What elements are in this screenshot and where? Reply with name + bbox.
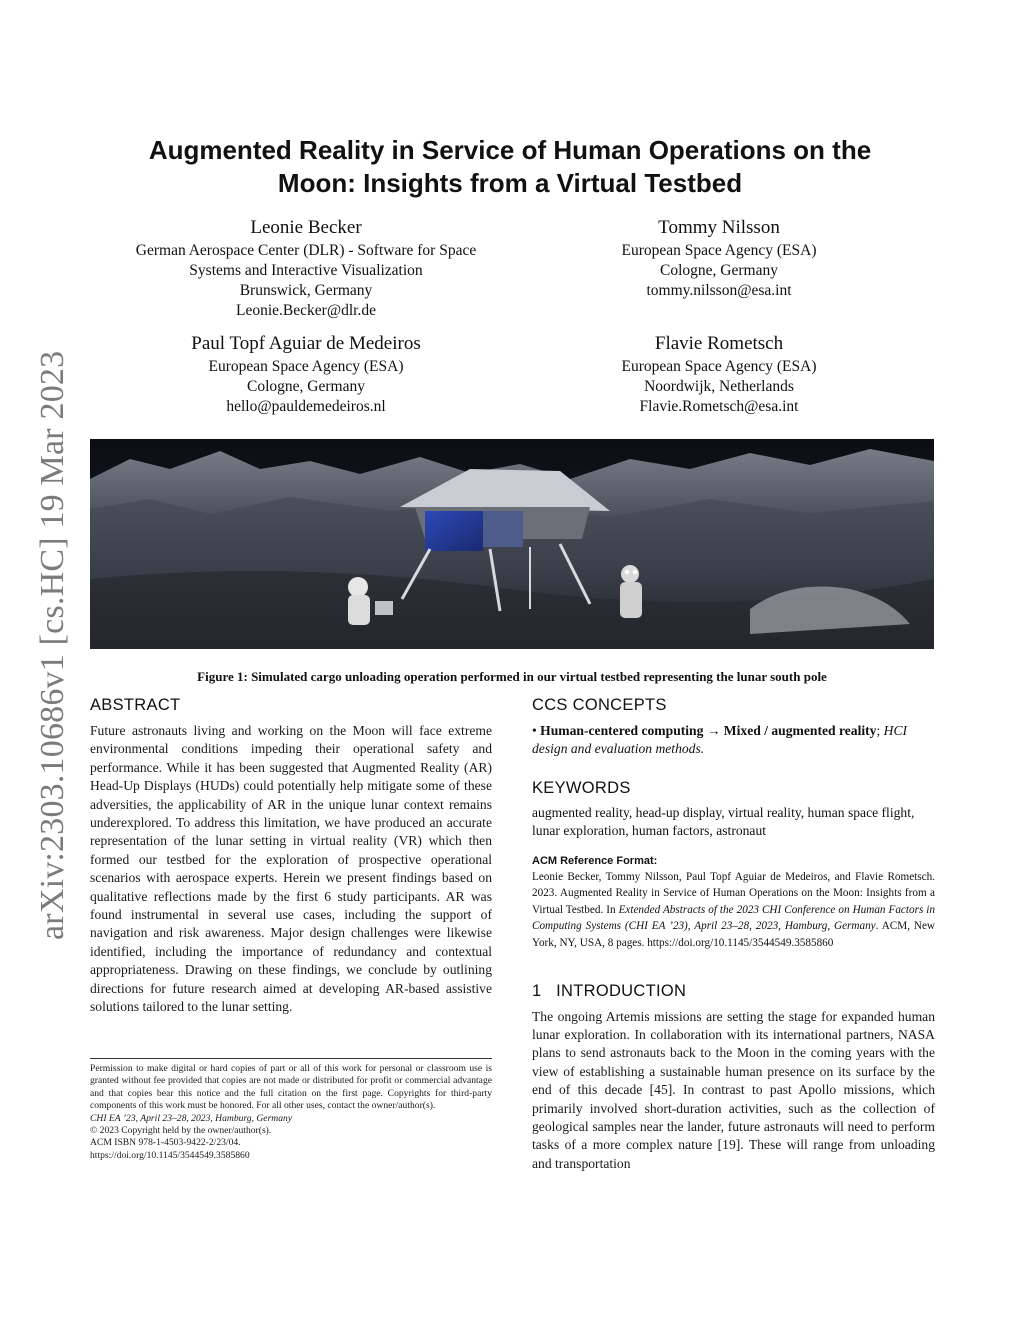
author-block-3	[150, 331, 462, 417]
right-column	[532, 696, 935, 1173]
title-line-2: Moon: Insights from a Virtual Testbed	[277, 168, 743, 198]
title-line-1: Augmented Reality in Service of Human Operations on the	[148, 135, 872, 165]
author-name: Flavie Rometsch	[654, 333, 784, 354]
ccs-heading: CCS CONCEPTS	[532, 696, 667, 714]
author-name: Leonie Becker	[250, 217, 362, 238]
author-email[interactable]: hello@pauldemedeiros.nl	[226, 398, 386, 415]
section-title: INTRODUCTION	[556, 981, 687, 1000]
author-block-4	[560, 331, 878, 417]
author-affiliation: Systems and Interactive Visualization	[189, 262, 423, 279]
figure-caption: Figure 1: Simulated cargo unloading operation performed in our virtual testbed representing the lunar south pole	[197, 669, 827, 684]
footnote-divider	[90, 1058, 492, 1059]
introduction-heading	[532, 982, 935, 1001]
ccs-bullet: •	[532, 723, 541, 738]
ccs-concept-secondary: HCI design and evaluation methods.	[532, 723, 908, 757]
keywords-text: augmented reality, head-up display, virtual reality, human space flight, lunar exploration, human factors, astronaut	[532, 804, 915, 839]
author-email[interactable]: tommy.nilsson@esa.int	[646, 282, 792, 299]
author-location: Cologne, Germany	[660, 262, 778, 279]
ccs-concepts	[532, 722, 935, 759]
doi-link[interactable]: https://doi.org/10.1145/3544549.3585860	[90, 1149, 250, 1161]
author-location: Noordwijk, Netherlands	[644, 378, 794, 395]
introduction-text: The ongoing Artemis missions are setting the stage for expanded human lunar exploration. In collaboration with its international partners, NASA plans to send astronauts back to the Moon in the coming years with the view of establishing a sustainable human presence on its surface by the end of this decade [45]. In contrast to past Apollo missions, which primarily involved short-duration activities, such as the collection of geological samples near the lander, future astronauts will need to perform tasks of a more complex nature [19]. These will range from unloading and transportation	[532, 1008, 935, 1171]
author-email[interactable]: Flavie.Rometsch@esa.int	[639, 398, 799, 415]
acm-reference-venue: Extended Abstracts of the 2023 CHI Conference on Human Factors in Computing Systems (CHI EA ’23), April 23–28, 2023, Hamburg, Germany	[532, 903, 936, 933]
author-name: Tommy Nilsson	[658, 217, 780, 238]
section-number: 1	[532, 981, 542, 1000]
author-affiliation: European Space Agency (ESA)	[621, 358, 817, 375]
permission-notice: Permission to make digital or hard copies of part or all of this work for personal or classroom use is granted without fee provided that copies are not made or distributed for profit or commercial advantage and that copies bear this notice and the full citation on the first page. Copyrights for third-party components of this work must be honored. For all other uses, contact the owner/author(s).	[90, 1063, 492, 1112]
isbn: ACM ISBN 978-1-4503-9422-2/23/04.	[90, 1137, 241, 1149]
abstract-text: Future astronauts living and working on the Moon will face extreme environmental conditions impeding their operational safety and performance. While it has been suggested that Augmented Reality (AR) Head-Up Displays (HUDs) could potentially help mitigate some of these adversities, the applicability of AR in the unique lunar context remains underexplored. To address this limitation, we have produced an accurate representation of the lunar setting in virtual reality (VR) which then formed our testbed for the exploration of prospective operational scenarios with aerospace experts. Herein we present findings based on qualitative reflections made by the first 6 study participants. AR was found instrumental in several use cases, including the support of navigation and risk awareness. Major design challenges were likewise identified, including the importance of redundancy and contextual appropriateness. Drawing on these findings, we conclude by outlining directions for future research aimed at developing AR-based assistive solutions tailored to the lunar setting.	[90, 723, 492, 1015]
ccs-concept-primary: Human-centered computing → Mixed / augmented reality	[540, 723, 877, 738]
author-affiliation: European Space Agency (ESA)	[621, 242, 817, 259]
author-email[interactable]: Leonie.Becker@dlr.de	[236, 302, 376, 319]
author-location: Brunswick, Germany	[239, 282, 373, 299]
author-affiliation: European Space Agency (ESA)	[208, 358, 404, 375]
venue: CHI EA ’23, April 23–28, 2023, Hamburg, Germany	[90, 1112, 293, 1124]
author-block-1	[108, 215, 504, 321]
author-name: Paul Topf Aguiar de Medeiros	[191, 333, 421, 354]
author-location: Cologne, Germany	[247, 378, 365, 395]
acm-reference-part-2: . ACM, New York, NY, USA, 8 pages. https://doi.org/10.1145/3544549.3585860	[532, 920, 935, 949]
astronaut-right	[620, 565, 642, 618]
abstract-heading: ABSTRACT	[90, 696, 181, 714]
figure-lunar-scene	[90, 439, 934, 649]
acm-reference-heading: ACM Reference Format:	[532, 854, 658, 867]
author-block-2	[560, 215, 878, 301]
author-affiliation: German Aerospace Center (DLR) - Software for Space	[135, 242, 477, 259]
acm-reference-text	[532, 869, 935, 952]
keywords-heading: KEYWORDS	[532, 778, 631, 797]
ccs-separator: ;	[876, 723, 881, 738]
arxiv-stamp: arXiv:2303.10686v1 [cs.HC] 19 Mar 2023	[34, 350, 71, 940]
copyright: © 2023 Copyright held by the owner/author(s).	[90, 1125, 272, 1137]
footnote-block	[90, 1063, 492, 1162]
acm-reference-part-1: Leonie Becker, Tommy Nilsson, Paul Topf Aguiar de Medeiros, and Flavie Rometsch. 2023. Augmented Reality in Service of Human Operations on the Moon: Insights from a Virtual Testbed. In	[532, 870, 935, 916]
left-column	[90, 696, 492, 1017]
paper-title	[100, 134, 920, 200]
